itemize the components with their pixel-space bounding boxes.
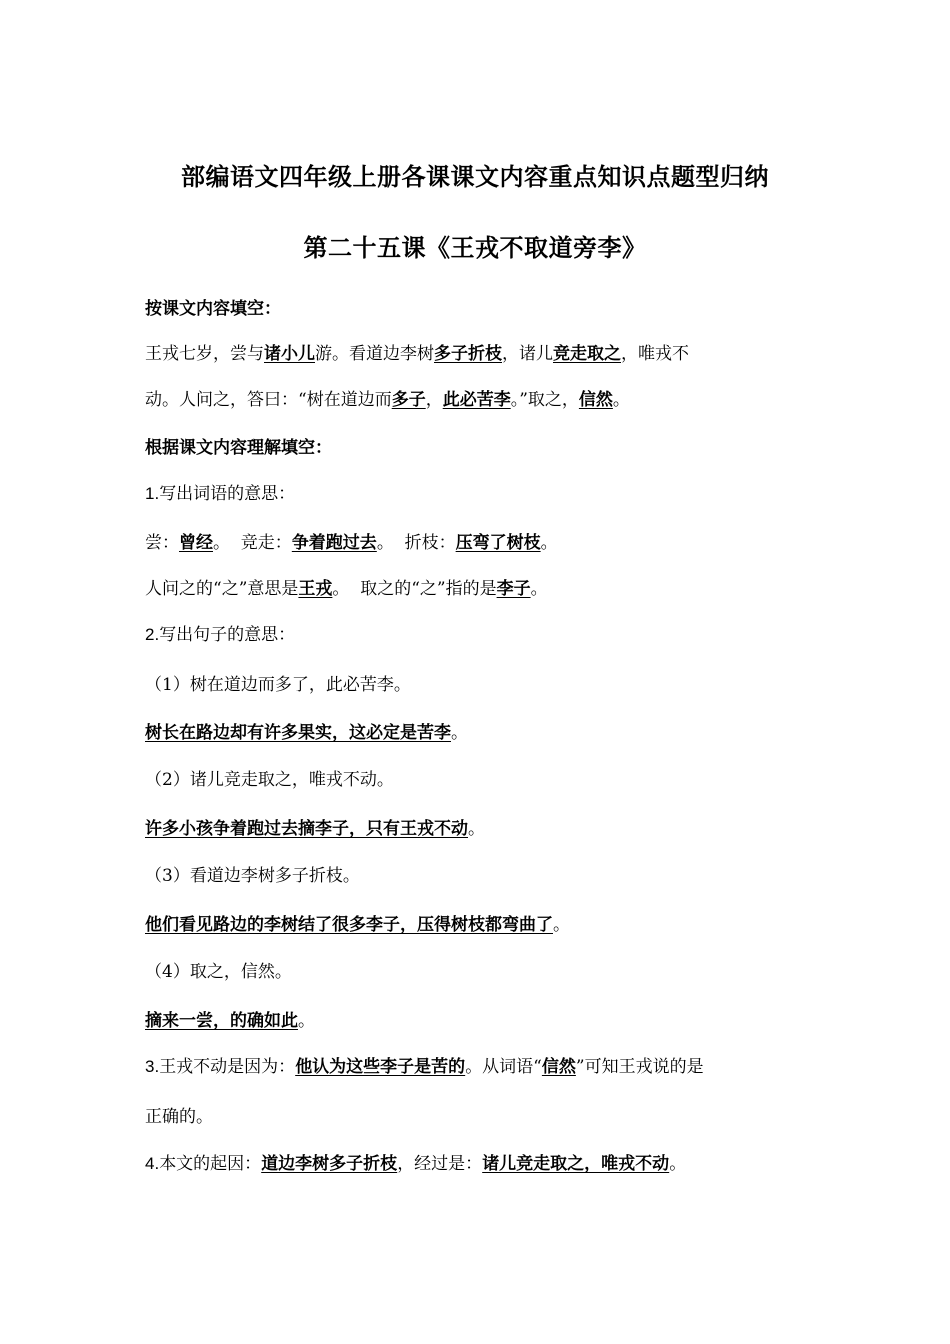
answer-blank: 摘来一尝，的确如此 [145,1011,298,1031]
answer-blank: 此必苦李 [442,390,511,410]
passage-line-1 [145,342,825,366]
answer-blank: 诸小儿 [264,344,315,364]
answer-blank: 他们看见路边的李树结了很多李子，压得树枝都弯曲了 [145,915,553,935]
question-3-line-1 [145,1055,825,1079]
punctuation: 。 [553,915,570,935]
question-4-line-1 [145,1152,825,1176]
answer-blank: 他认为这些李子是苦的 [295,1057,466,1077]
question-text: 。 [530,579,548,599]
answer-blank: 多子 [391,390,426,410]
question-text: 。从词语“ [465,1057,542,1077]
passage-text: 王戎七岁，尝与 [145,344,264,364]
answer-blank: 李子 [496,579,531,599]
answer-blank: 多子折枝 [434,344,502,364]
punctuation: 。 [451,723,468,743]
sentence-3: （3）看道边李树多子折枝。 [145,866,360,886]
sentence-1-answer [145,721,825,745]
question-text: 王戎不动是因为： [159,1057,296,1077]
answer-blank: 树长在路边却有许多果实，这必定是苦李 [145,723,451,743]
answer-blank: 许多小孩争着跑过去摘李子，只有王戎不动 [145,819,468,839]
question-1-label [145,482,825,506]
passage-text: ， [425,390,443,410]
sentence-2-answer [145,817,825,841]
passage-text: 。”取之， [510,390,579,410]
passage-text: 游。看道边李树 [315,344,434,364]
answer-blank: 信然 [541,1057,576,1077]
answer-blank: 王戎 [298,579,333,599]
answer-blank: 压弯了树枝 [455,533,541,553]
sentence-4-answer [145,1009,825,1033]
answer-blank: 诸儿竞走取之，唯戎不动 [482,1154,670,1174]
punctuation: 。 [298,1011,315,1031]
question-text: ，经过是： [397,1154,483,1174]
question-1-line-1 [145,531,825,555]
question-text: 。 取之的“之”指的是 [332,579,497,599]
question-number: 1. [145,484,160,503]
question-text: 写出词语的意思： [159,484,296,504]
punctuation: 。 [468,819,485,839]
sentence-1: （1）树在道边而多了，此必苦李。 [145,675,411,695]
passage-text: ，诸儿 [502,344,553,364]
question-text: 人问之的“之”意思是 [145,579,299,599]
answer-blank: 曾经 [179,533,213,553]
section-heading-fill-blanks: 按课文内容填空： [145,299,281,319]
question-text: 。 [669,1154,687,1174]
question-number: 4. [145,1154,160,1173]
answer-blank: 信然 [578,390,613,410]
question-number: 3. [145,1057,160,1076]
section-heading-comprehension: 根据课文内容理解填空： [145,438,332,458]
passage-line-2 [145,388,825,412]
sentence-2: （2）诸儿竞走取之，唯戎不动。 [145,770,394,790]
question-text: 本文的起因： [159,1154,262,1174]
passage-text: 动。人问之，答曰：“树在道边而 [145,390,392,410]
question-text: ”可知王戎说的是 [575,1057,704,1077]
document-title: 部编语文四年级上册各课课文内容重点知识点题型归纳 [181,163,769,191]
question-text: 。 [540,533,558,553]
passage-text: 。 [612,390,630,410]
answer-blank: 竞走取之 [553,344,621,364]
question-3-line-2: 正确的。 [145,1107,213,1127]
question-text: 。 折枝： [376,533,456,553]
question-1-line-2 [145,577,825,601]
sentence-4: （4）取之，信然。 [145,962,292,982]
question-2-label [145,623,825,647]
question-text: 尝： [145,533,179,553]
answer-blank: 争着跑过去 [291,533,377,553]
document-subtitle: 第二十五课《王戎不取道旁李》 [303,234,647,262]
question-text: 。 竞走： [213,533,292,553]
question-text: 写出句子的意思： [159,625,296,645]
question-number: 2. [145,625,160,644]
passage-text: ，唯戎不 [621,344,689,364]
sentence-3-answer [145,913,825,937]
answer-blank: 道边李树多子折枝 [261,1154,398,1174]
